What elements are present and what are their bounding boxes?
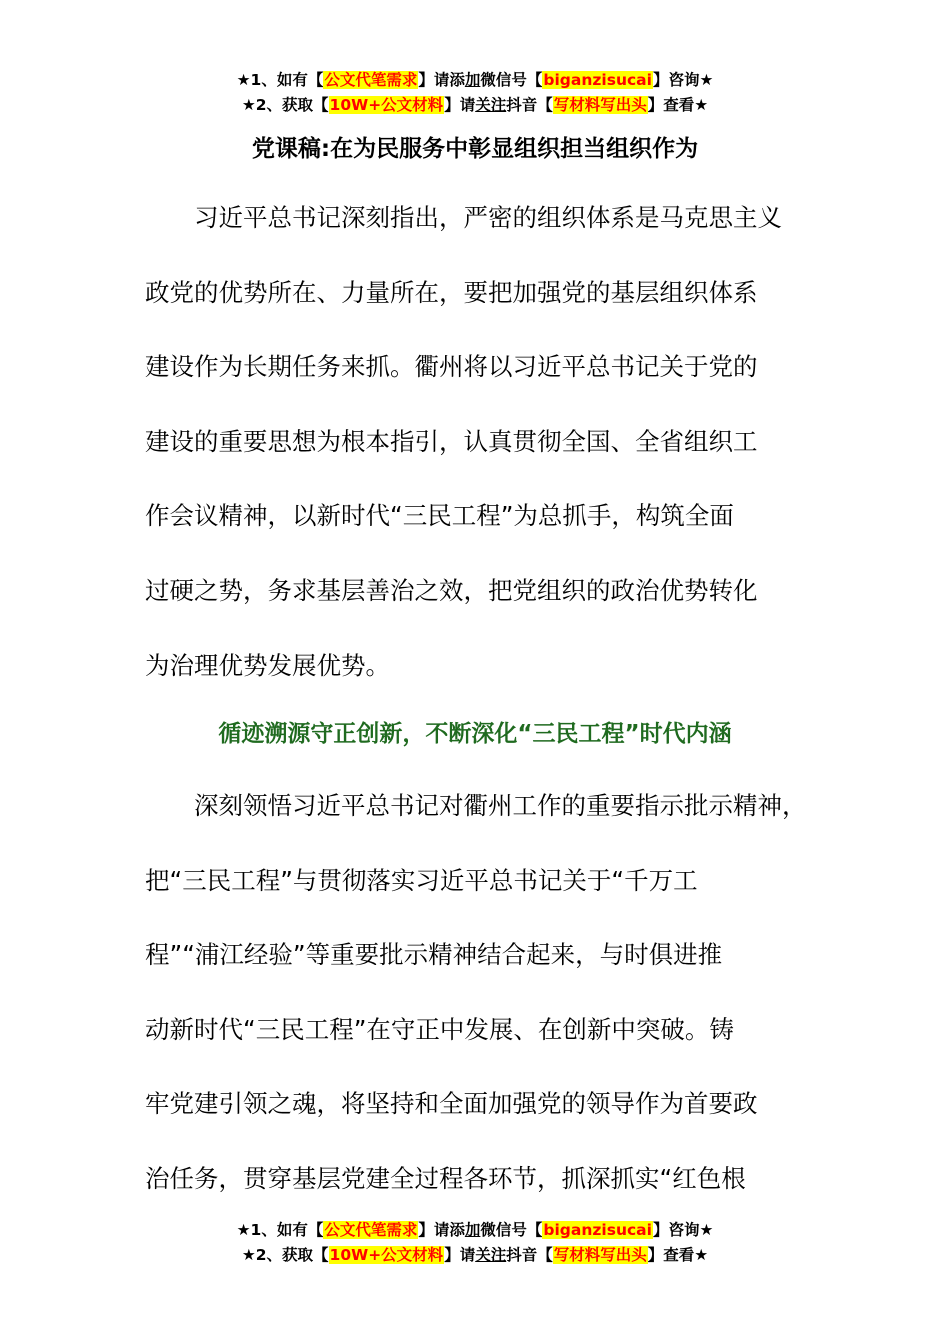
banner-text: 】请添 [418,71,465,89]
banner-highlight: 写材料写出头 [553,96,647,114]
banner-highlight: 10W+公文材料 [329,96,444,114]
paragraph-line: 深刻领悟习近平总书记对衢州工作的重要指示批示精神， [145,791,807,820]
paragraph-line: 过硬之势，务求基层善治之效，把党组织的政治优势转化 [145,575,758,605]
banner-text: ★2、获取【 [241,1246,329,1264]
paragraph-line: 治任务，贯穿基层党建全过程各环节，抓深抓实“红色根 [145,1163,746,1193]
banner-text: 】查看★ [647,96,709,114]
banner-underlined-text: 加 [464,71,481,89]
paragraph-line: 为治理优势发展优势。 [145,650,390,680]
banner-text: 微信号【 [480,1221,543,1239]
banner-highlight: biganzisucai [543,71,652,89]
paragraph-line: 牢党建引领之魂，将坚持和全面加强党的领导作为首要政 [145,1089,758,1119]
banner-text: ★1、如有【 [236,71,324,89]
paragraph-line: 政党的优势所在、力量所在，要把加强党的基层组织体系 [145,277,758,307]
banner-highlight: 公文代笔需求 [324,1221,418,1239]
banner-text: 抖音【 [506,1246,553,1264]
banner-underlined-text: 加 [464,1221,481,1239]
banner-highlight: 公文代笔需求 [324,71,418,89]
banner-highlight: 10W+公文材料 [329,1246,444,1264]
banner-text: ★1、如有【 [236,1221,324,1239]
banner-highlight: biganzisucai [543,1221,652,1239]
paragraph-line: 动新时代“三民工程”在守正中发展、在创新中突破。铸 [145,1014,734,1044]
banner-text: 】咨询★ [652,71,714,89]
banner-text: 】请 [444,1246,476,1264]
banner-text: 】咨询★ [652,1221,714,1239]
banner-line-2 [0,93,950,118]
paragraph-1 [145,181,835,703]
banner-text: 】请 [444,96,476,114]
banner-highlight: 写材料写出头 [553,1246,647,1264]
paragraph-line: 习近平总书记深刻指出，严密的组织体系是马克思主义 [145,203,782,232]
banner-text: ★2、获取【 [241,96,329,114]
banner-line-1 [0,1218,950,1243]
paragraph-line: 程”“浦江经验”等重要批示精神结合起来，与时俱进推 [145,940,723,970]
paragraph-line: 建设作为长期任务来抓。衢州将以习近平总书记关于党的 [145,352,758,382]
banner-text: 抖音【 [506,96,553,114]
document-title: 党课稿:在为民服务中彰显组织担当组织作为 [251,136,699,162]
paragraph-line: 作会议精神，以新时代“三民工程”为总抓手，构筑全面 [145,501,734,531]
section-heading: 循迹溯源守正创新，不断深化“三民工程”时代内涵 [218,721,732,747]
banner-line-1 [0,68,950,93]
banner-line-2 [0,1243,950,1268]
banner-text: 】请添 [418,1221,465,1239]
banner-underlined-text: 关注 [475,1246,507,1264]
paragraph-line: 建设的重要思想为根本指引，认真贯彻全国、全省组织工 [145,426,758,456]
banner-text: 微信号【 [480,71,543,89]
banner-underlined-text: 关注 [475,96,507,114]
paragraph-2 [145,769,835,1217]
top-banner [0,68,950,118]
banner-text: 】查看★ [647,1246,709,1264]
paragraph-line: 把“三民工程”与贯彻落实习近平总书记关于“千万工 [145,865,698,895]
bottom-banner [0,1218,950,1268]
